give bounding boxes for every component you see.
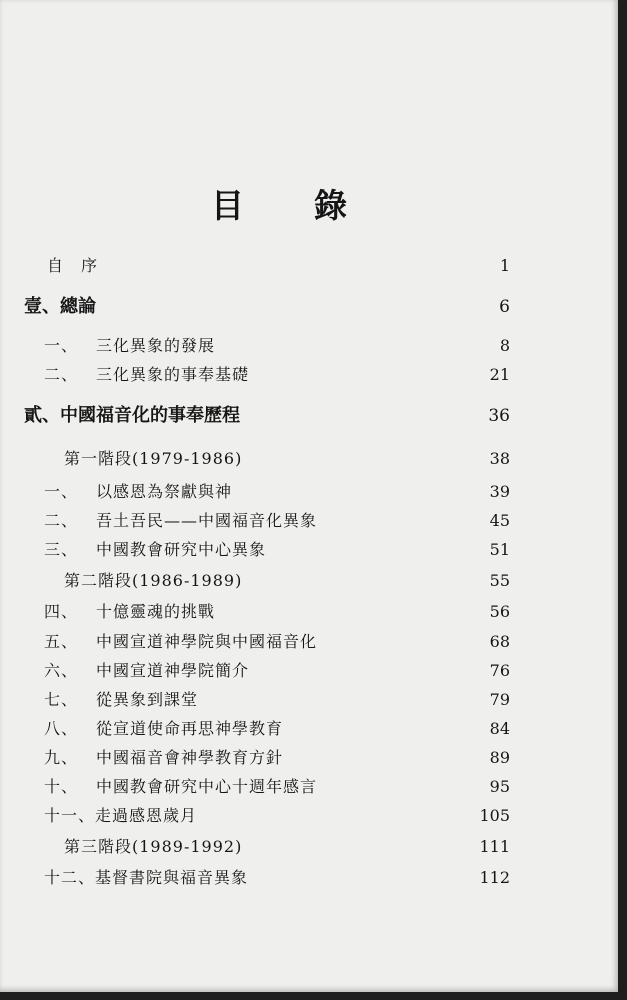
toc-entry-text: 第二階段(1986-1989) [64, 571, 243, 590]
toc-entry-page-number: 84 [489, 719, 510, 738]
toc-entry-label [44, 802, 197, 830]
toc-entry [0, 802, 618, 830]
toc-entry-text: 以感恩為祭獻與神 [96, 482, 233, 501]
toc-entry-text: 吾土吾民——中國福音化異象 [96, 511, 318, 530]
toc-entry-page-number: 112 [479, 868, 510, 887]
toc-entry-text: 從宣道使命再思神學教育 [96, 719, 284, 738]
toc-entry-ordinal: 三、 [44, 540, 79, 559]
toc-entry [0, 598, 618, 626]
toc-entry [0, 833, 618, 861]
toc-entry-ordinal: 一、 [44, 336, 79, 355]
toc-entry-page-number: 45 [489, 511, 510, 530]
toc-entry-page-number: 76 [489, 661, 510, 680]
toc-entry-page-number: 105 [479, 806, 510, 825]
toc-entry-label [44, 864, 248, 892]
toc-entry-page-number: 6 [499, 297, 510, 317]
toc-entry [0, 361, 618, 389]
toc-entry [0, 478, 618, 506]
toc-entry-text: 中國宣道神學院與中國福音化 [96, 632, 318, 651]
title-char-right: 錄 [314, 186, 349, 225]
toc-entry-text: 第一階段(1979-1986) [64, 449, 243, 468]
toc-entry-label [47, 252, 98, 280]
toc-entry [0, 252, 618, 280]
toc-entry-text: 三化異象的事奉基礎 [96, 365, 250, 384]
toc-entry [0, 445, 618, 473]
toc-entry-ordinal: 十、 [44, 777, 79, 796]
toc-entry-page-number: 68 [489, 632, 510, 651]
toc-entry-page-number: 38 [489, 449, 510, 468]
toc-entry-label [44, 507, 317, 535]
toc-entry-page-number: 51 [489, 540, 510, 559]
toc-entry-text: 從異象到課堂 [96, 690, 199, 709]
toc-entry-page-number: 79 [489, 690, 510, 709]
toc-entry-page-number: 89 [489, 748, 510, 767]
toc-entry [0, 628, 618, 656]
toc-entry-ordinal: 四、 [44, 602, 79, 621]
toc-entry-ordinal: 九、 [44, 748, 79, 767]
toc-entry [0, 402, 618, 430]
toc-entry-label [44, 598, 215, 626]
toc-entry-page-number: 56 [489, 602, 510, 621]
toc-entry-ordinal: 六、 [44, 661, 79, 680]
toc-entry-label [44, 744, 283, 772]
toc-entry [0, 744, 618, 772]
toc-entry-label [44, 536, 266, 564]
toc-entry-page-number: 21 [489, 365, 510, 384]
toc-entry [0, 864, 618, 892]
toc-entry-text: 中國宣道神學院簡介 [96, 661, 250, 680]
toc-entry-label [44, 686, 198, 714]
toc-entry-text: 貳、中國福音化的事奉歷程 [24, 405, 240, 426]
toc-entry-ordinal: 五、 [44, 632, 79, 651]
toc-entry-text: 十億靈魂的挑戰 [96, 602, 216, 621]
toc-entry-label [24, 293, 96, 321]
toc-entry-page-number: 1 [499, 256, 510, 275]
page-title [0, 180, 560, 227]
toc-entry-label [64, 445, 242, 473]
toc-entry-page-number: 8 [499, 336, 510, 355]
toc-entry-label [44, 332, 215, 360]
toc-entry-ordinal: 七、 [44, 690, 79, 709]
toc-entry-page-number: 111 [479, 837, 510, 856]
toc-entry-label [44, 361, 249, 389]
toc-entry [0, 773, 618, 801]
toc-entry-text: 壹、總論 [24, 296, 96, 317]
toc-entry-ordinal: 一、 [44, 482, 79, 501]
toc-entry-label [44, 628, 317, 656]
toc-entry-text: 十二、基督書院與福音異象 [44, 868, 249, 887]
toc-entry-label [64, 833, 242, 861]
toc-entry-ordinal: 八、 [44, 719, 79, 738]
toc-entry [0, 657, 618, 685]
toc-entry [0, 686, 618, 714]
toc-entry-text: 自 序 [47, 256, 99, 275]
toc-entry-label [24, 402, 240, 430]
toc-entry-page-number: 39 [489, 482, 510, 501]
toc-entry-label [44, 715, 283, 743]
toc-entry [0, 715, 618, 743]
toc-entry-page-number: 95 [489, 777, 510, 796]
toc-entry-page-number: 36 [488, 406, 510, 426]
toc-entry [0, 567, 618, 595]
toc-entry-label [44, 657, 249, 685]
title-char-left: 目 [211, 186, 246, 225]
toc-entry-ordinal: 二、 [44, 365, 79, 384]
toc-entry-text: 中國教會研究中心異象 [96, 540, 267, 559]
toc-entry-label [44, 478, 232, 506]
toc-entry [0, 332, 618, 360]
toc-entry-text: 十一、走過感恩歲月 [44, 806, 198, 825]
toc-entry [0, 536, 618, 564]
toc-entry [0, 507, 618, 535]
toc-entry-text: 中國福音會神學教育方針 [96, 748, 284, 767]
toc-entry-text: 第三階段(1989-1992) [64, 837, 243, 856]
toc-entry-page-number: 55 [489, 571, 510, 590]
toc-entry-ordinal: 二、 [44, 511, 79, 530]
toc-entry-label [64, 567, 242, 595]
toc-entry-label [44, 773, 317, 801]
toc-entry-text: 三化異象的發展 [96, 336, 216, 355]
toc-entry [0, 293, 618, 321]
toc-entry-text: 中國教會研究中心十週年感言 [96, 777, 318, 796]
